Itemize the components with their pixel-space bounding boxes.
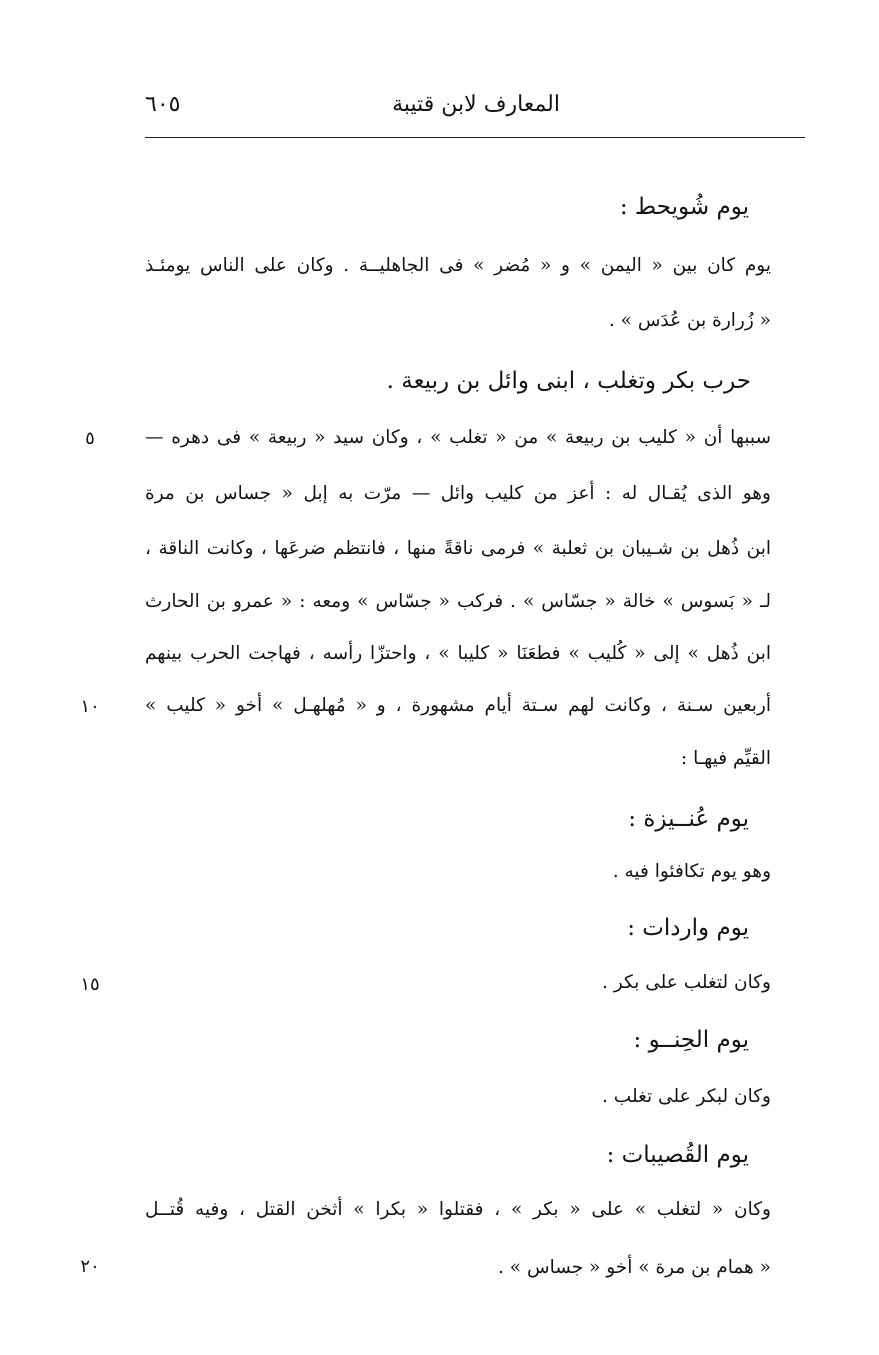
text-line: ابن ذُهل » إلى « كُليب » فطعَنَا « كليبا » ، واحتزّا رأسه ، فهاجت الحرب بينهم xyxy=(145,643,771,664)
section-heading-unayza: يوم عُنــيزة : xyxy=(628,806,749,832)
line-number-5: ٥ xyxy=(85,428,95,449)
page-number: ٦٠٥ xyxy=(145,92,181,117)
text-line: ابن ذُهل بن شـيبان بن ثعلبة » فرمى ناقةً منها ، فانتظم ضرعَها ، وكانت الناقة ، xyxy=(145,538,771,559)
section-heading-waridat: يوم واردات : xyxy=(627,915,749,941)
text-line: وكان لتغلب على بكر . xyxy=(602,972,771,993)
text-line: القيِّم فيهـا : xyxy=(680,748,771,769)
section-heading-bakr-taghlib: حرب بكر وتغلب ، ابنى وائل بن ربيعة . xyxy=(386,368,751,394)
running-head xyxy=(145,92,805,128)
section-heading-qusaybat: يوم القُصيبات : xyxy=(606,1142,749,1168)
text-line: يوم كان بين « اليمن » و « مُضر » فى الجاهليــة . وكان على الناس يومئـذ xyxy=(145,255,771,276)
text-line: أربعين سـنة ، وكانت لهم سـتة أيام مشهورة ، و « مُهلهـل » أخو « كليب » xyxy=(145,695,771,716)
section-heading-hinw: يوم الحِنــو : xyxy=(633,1027,749,1053)
running-title: المعارف لابن قتيبة xyxy=(392,92,560,117)
line-number-10: ١٠ xyxy=(80,696,100,717)
header-rule xyxy=(145,137,805,138)
text-line: وكان « لتغلب » على « بكر » ، فقتلوا « بكرا » أثخن القتل ، وفيه قُتــل xyxy=(145,1199,771,1220)
line-number-20: ٢٠ xyxy=(80,1256,100,1277)
text-line: « همام بن مرة » أخو « جساس » . xyxy=(498,1257,771,1278)
text-line: وهو يوم تكافئوا فيه . xyxy=(612,861,771,882)
line-number-15: ١٥ xyxy=(80,974,100,995)
text-line: وهو الذى يُقـال له : أعز من كليب وائل — مرّت به إبل « جساس بن مرة xyxy=(145,483,771,504)
text-line: لـ « بَسوس » خالة « جسّاس » . فركب « جسّاس » ومعه : « عمرو بن الحارث xyxy=(145,591,771,612)
text-line: سببها أن « كليب بن ربيعة » من « تغلب » ، وكان سيد « ربيعة » فى دهره — xyxy=(145,427,771,448)
text-line: وكان لبكر على تغلب . xyxy=(602,1086,771,1107)
section-heading-shuwayhit: يوم شُويحط : xyxy=(619,194,749,220)
text-line: « زُرارة بن عُدَس » . xyxy=(608,310,771,331)
